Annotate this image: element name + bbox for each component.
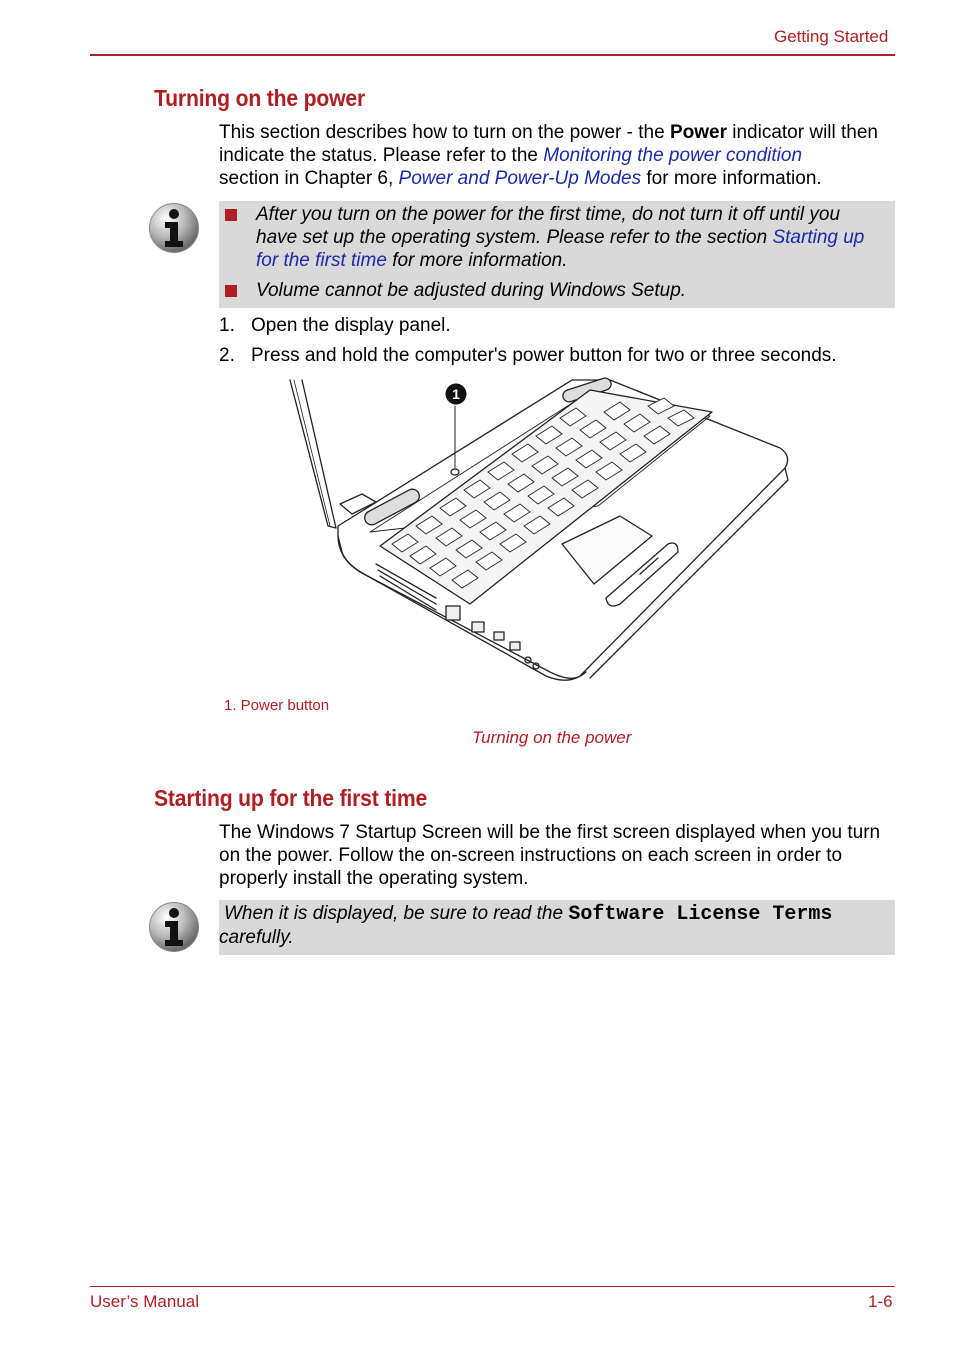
callout-marker <box>445 383 467 405</box>
note-box-first-power <box>219 201 895 308</box>
intro-text: This section describes how to turn on the power - the <box>219 122 670 143</box>
note-text: for more information. <box>386 250 568 271</box>
page-number: 1-6 <box>868 1292 893 1311</box>
intro-bold: Power <box>669 122 727 143</box>
section2-intro: The Windows 7 Startup Screen will be the first screen displayed when you turn on the power. Follow the on-screen instructions on each screen in order to properly install the operating system. <box>219 822 881 889</box>
link-starting-up[interactable]: Starting up for the first time <box>256 227 865 271</box>
header-rule <box>90 54 895 56</box>
footer-left: User’s Manual <box>90 1292 199 1311</box>
section-title-turning-on: Turning on the power <box>154 85 366 111</box>
step-number: 1. <box>219 315 235 336</box>
note-bullet <box>219 203 885 272</box>
step-text: Press and hold the computer's power button for two or three seconds. <box>251 345 837 366</box>
step-number: 2. <box>219 345 235 366</box>
step-item <box>219 344 837 367</box>
bullet-square <box>225 209 237 221</box>
note-text: Volume cannot be adjusted during Windows Setup. <box>256 280 687 301</box>
note-text: carefully. <box>219 927 294 948</box>
section1-intro <box>219 121 899 190</box>
section-title-starting-up: Starting up for the first time <box>154 785 428 811</box>
bullet-square <box>225 285 237 297</box>
link-monitoring-power[interactable]: Monitoring the power condition <box>543 145 803 166</box>
figure-caption: Turning on the power <box>472 728 632 747</box>
note-bullet <box>219 279 885 302</box>
footer-rule <box>90 1286 895 1287</box>
note-box-license <box>219 900 895 955</box>
running-header: Getting Started <box>774 27 889 46</box>
note-text: When it is displayed, be sure to read the <box>224 903 569 924</box>
laptop-illustration <box>280 376 800 686</box>
step-text: Open the display panel. <box>251 315 451 336</box>
info-icon <box>148 202 200 254</box>
callout-number: 1 <box>452 386 460 402</box>
link-power-modes[interactable]: Power and Power-Up Modes <box>398 168 642 189</box>
step-item <box>219 314 451 337</box>
license-terms-code: Software License Terms <box>568 903 833 926</box>
figure-legend: 1. Power button <box>224 697 330 714</box>
intro-text: section in Chapter 6, <box>219 168 399 189</box>
intro-text: indicator will then indicate the status. Please refer to the <box>219 122 879 166</box>
intro-text: for more information. <box>641 168 822 189</box>
info-icon <box>148 901 200 953</box>
note-text: After you turn on the power for the first time, do not turn it off until you have set up the operating system. Please refer to the section <box>256 204 841 248</box>
